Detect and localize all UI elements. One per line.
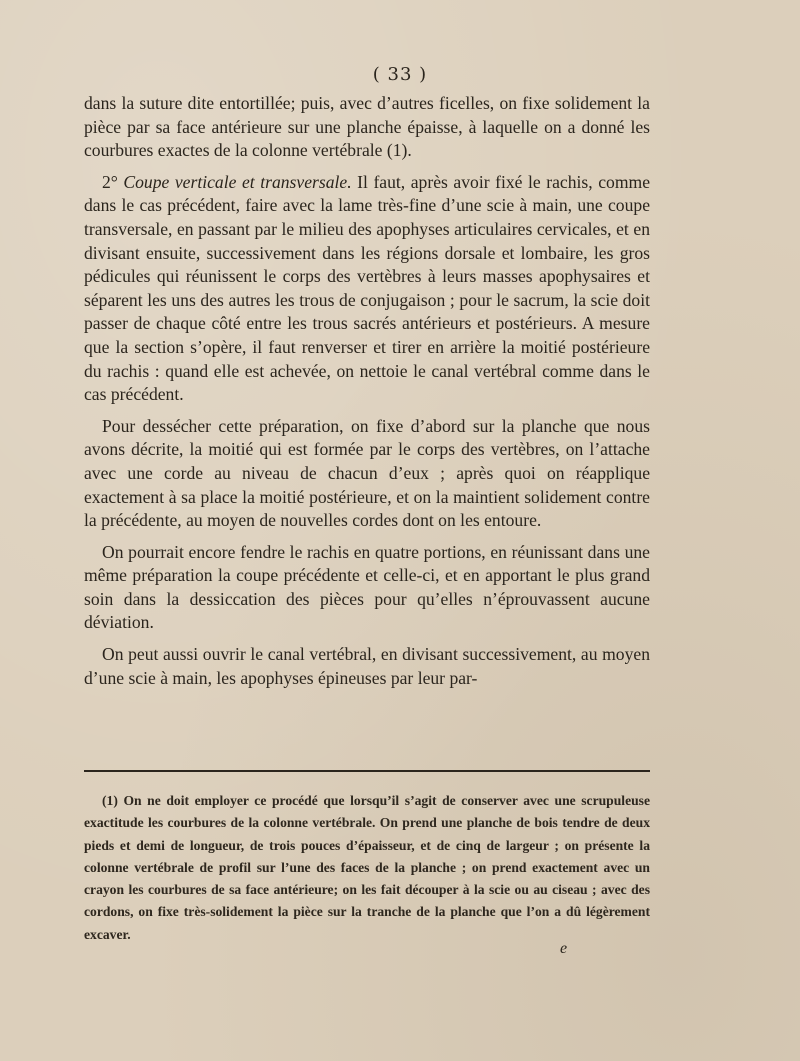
footnote-divider (84, 770, 650, 772)
paragraph-quatre-portions: On pourrait encore fendre le rachis en quatre portions, en réunissant dans une même préparation la coupe précédente et celle-ci, et en apportant le plus grand soin dans la dessiccation des pièces pour qu’elles n’éprouvassent aucune déviation. (84, 541, 650, 633)
paragraph-coupe-verticale (84, 171, 650, 407)
section-text: Il faut, après avoir fixé le rachis, comme dans le cas précédent, faire avec la lame très-fine d’une scie à main, une coupe transversale, en passant par le milieu des apophyses articulaires cervicales, et en divisant ensuite, successivement dans les régions dorsale et lombaire, les gros pédicules qui réunissent le corps des vertèbres à leurs masses apophysaires et séparent les uns des autres les trous de conjugaison ; pour le sacrum, la scie doit passer de chaque côté entre les trous sacrés antérieurs et postérieurs. A mesure que la section s’opère, il faut renverser et tirer en arrière la moitié postérieure du rachis : quand elle est achevée, on nettoie le canal vertébral comme dans le cas précédent. (84, 171, 650, 405)
footnotes (84, 790, 650, 946)
main-text (84, 92, 650, 698)
paragraph-canal-vertebral: On peut aussi ouvrir le canal vertébral, en divisant successivement, au moyen d’une scie à main, les apophyses épineuses par leur par- (84, 644, 650, 688)
signature-mark: e (560, 940, 568, 957)
footnote-1: (1) On ne doit employer ce procédé que lorsqu’il s’agit de conserver avec une scrupuleuse exactitude les courbures de la colonne vertébrale. On prend une planche de bois tendre de deux pieds et demi de longueur, de trois pouces d’épaisseur, et de cinq de largeur ; on présente la colonne vertébrale de profil sur l’une des faces de la planche ; on prend exactement avec un crayon les courbures de sa face antérieure; on les fait découper à la scie ou au ciseau ; avec des cordons, on fixe très-solidement la pièce sur la tranche de la planche que l’on a dû légèrement excaver. (84, 793, 650, 942)
section-heading: Coupe verticale et transversale. (123, 171, 352, 192)
page-number: ( 33 ) (372, 64, 428, 85)
paragraph-dessecher: Pour dessécher cette préparation, on fixe d’abord sur la planche que nous avons décrite, la moitié qui est formée par le corps des vertèbres, on l’attache avec une corde au niveau de chacun d’eux ; après quoi on réapplique exactement à sa place la moitié postérieure, et on la maintient solidement contre la précédente, au moyen de nouvelles cordes dont on les entoure. (84, 415, 650, 531)
section-number: 2° (102, 171, 124, 192)
paragraph-continuation: dans la suture dite entortillée; puis, avec d’autres ficelles, on fixe solidement la pièce par sa face antérieure sur une planche épaisse, à laquelle on a donné les courbures exactes de la colonne vertébrale (1). (84, 93, 650, 161)
